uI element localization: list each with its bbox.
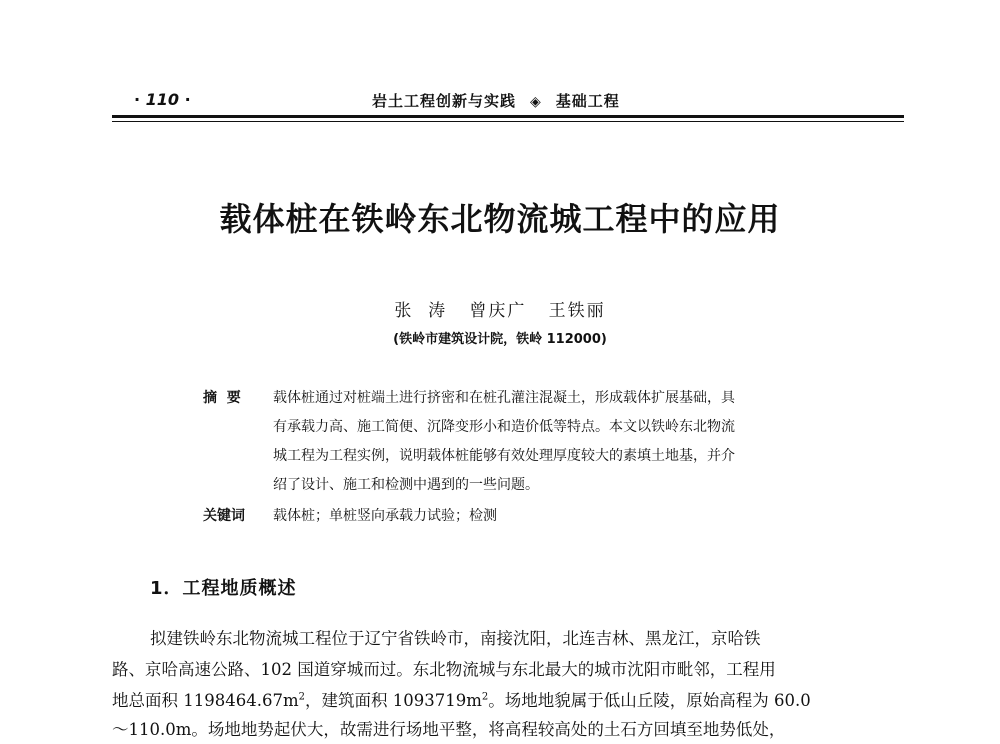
affiliation: (铁岭市建筑设计院，铁岭 112000) [393, 332, 607, 347]
keywords-label: 关键词 [203, 508, 245, 524]
superscript: 2 [481, 691, 489, 703]
abstract-line: 载体桩通过对桩端土进行挤密和在桩孔灌注混凝土，形成载体扩展基础，具 [273, 390, 735, 406]
journal-title [372, 90, 620, 111]
page-number: · 110 · [134, 90, 191, 109]
running-header [112, 86, 904, 112]
header-rule-thick [112, 115, 904, 118]
body-text-segment: 。场地地貌属于低山丘陵，原始高程为 60.0 [488, 691, 811, 710]
section-heading: 1．工程地质概述 [150, 578, 297, 599]
body-text-line: ～110.0m。场地地势起伏大，故需进行场地平整，将高程较高处的土石方回填至地势低处， [112, 720, 786, 739]
section-name: 基础工程 [555, 92, 620, 110]
body-text-line: 路、京哈高速公路、102 国道穿城而过。东北物流城与东北最大的城市沈阳市毗邻，工程用 [112, 660, 776, 679]
header-rule-thin [112, 121, 904, 122]
journal-name: 岩土工程创新与实践 [372, 92, 517, 110]
body-text-line [112, 687, 811, 711]
abstract-line: 绍了设计、施工和检测中遇到的一些问题。 [273, 477, 539, 493]
superscript: 2 [298, 691, 305, 703]
abstract-label: 摘 要 [203, 390, 241, 406]
body-text-line: 拟建铁岭东北物流城工程位于辽宁省铁岭市，南接沈阳，北连吉林、黑龙江，京哈铁 [150, 629, 761, 648]
body-text-segment: ，建筑面积 1093719m [305, 691, 482, 710]
body-text-segment: 地总面积 1198464.67m [112, 691, 299, 710]
keywords-text: 载体桩；单桩竖向承载力试验；检测 [273, 508, 497, 524]
authors: 张 涛 曾庆广 王铁丽 [394, 301, 606, 321]
article-title: 载体桩在铁岭东北物流城工程中的应用 [219, 200, 781, 238]
abstract-line: 有承载力高、施工简便、沉降变形小和造价低等特点。本文以铁岭东北物流 [273, 419, 735, 435]
abstract-line: 城工程为工程实例，说明载体桩能够有效处理厚度较大的素填土地基，并介 [273, 448, 735, 464]
diamond-cross-icon: ◈ [530, 94, 542, 110]
